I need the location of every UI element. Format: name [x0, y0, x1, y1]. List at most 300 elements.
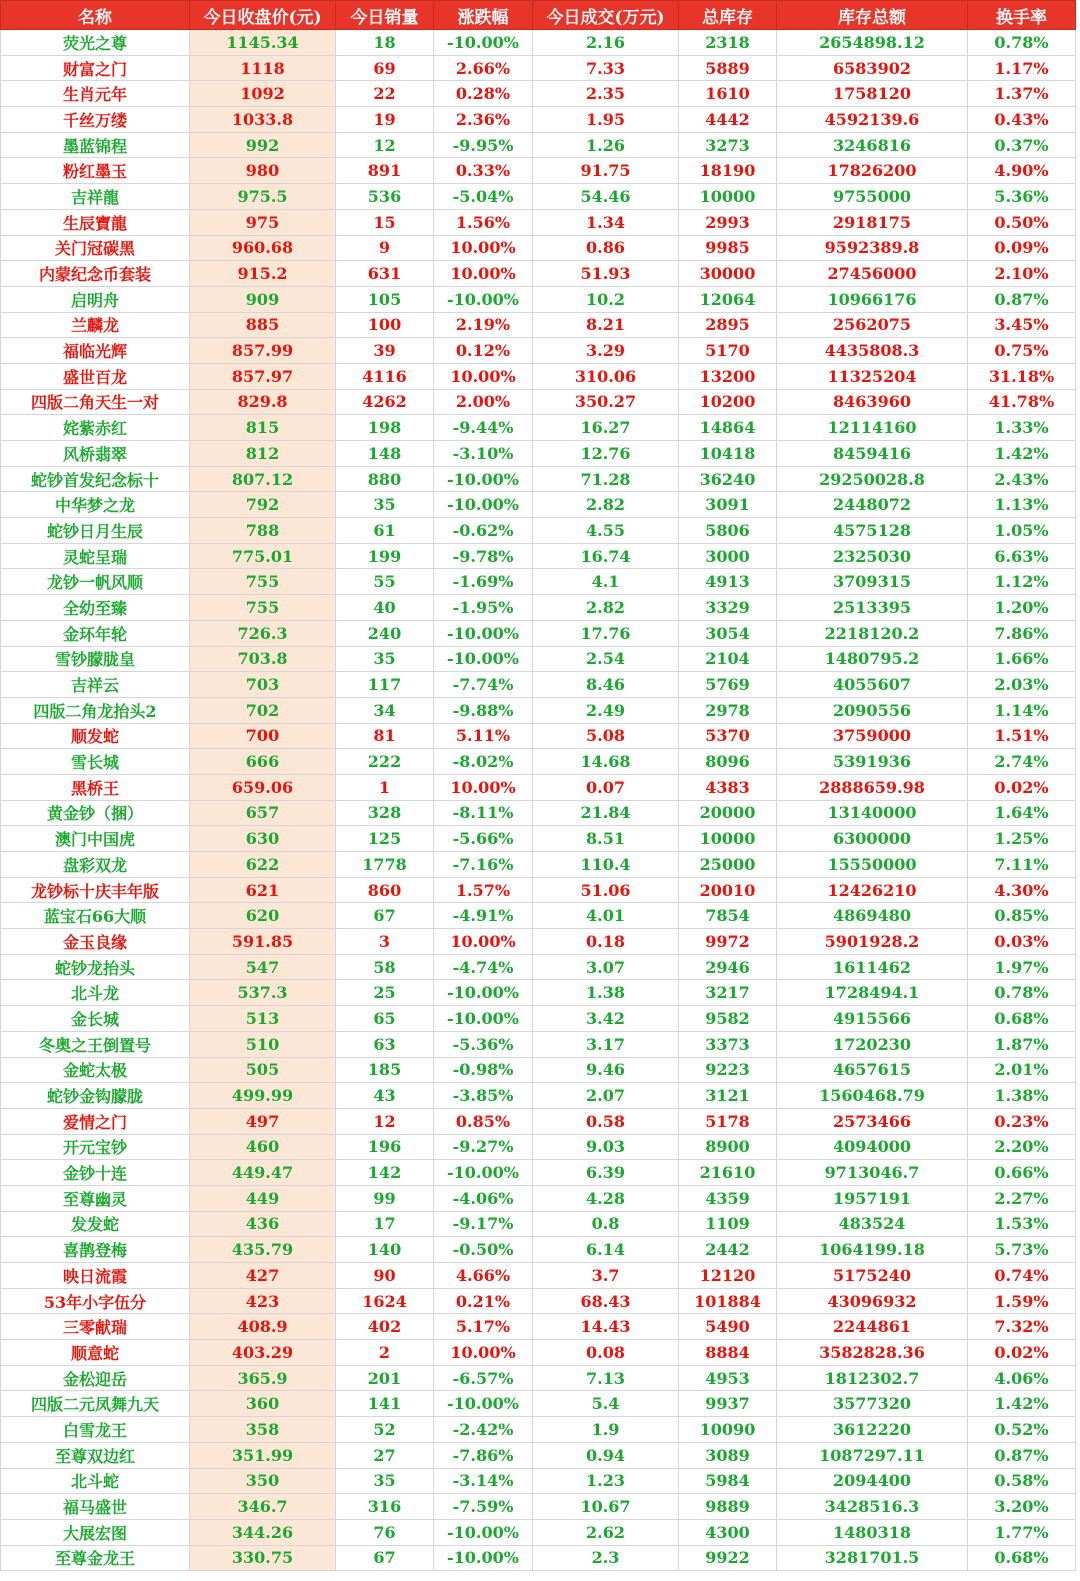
- cell-sales: 12: [336, 1108, 434, 1134]
- cell-name: 关门冠碳黑: [1, 235, 190, 261]
- cell-total-stock: 8884: [679, 1340, 777, 1366]
- cell-turnover-amount: 2.62: [533, 1519, 679, 1545]
- cell-change: -9.27%: [434, 1134, 533, 1160]
- cell-change: -7.86%: [434, 1442, 533, 1468]
- cell-change: 2.00%: [434, 389, 533, 415]
- cell-turnover-rate: 1.14%: [968, 697, 1076, 723]
- table-row: [1, 30, 1076, 56]
- cell-turnover-rate: 0.68%: [968, 1545, 1076, 1571]
- cell-change: -3.10%: [434, 441, 533, 467]
- table-row: [1, 697, 1076, 723]
- cell-stock-value: 2573466: [777, 1108, 968, 1134]
- cell-change: 0.28%: [434, 81, 533, 107]
- cell-sales: 25: [336, 980, 434, 1006]
- cell-close-price: 909: [190, 286, 336, 312]
- cell-sales: 222: [336, 749, 434, 775]
- cell-name: 兰麟龙: [1, 312, 190, 338]
- table-row: [1, 1494, 1076, 1520]
- cell-turnover-amount: 2.82: [533, 595, 679, 621]
- cell-stock-value: 3709315: [777, 569, 968, 595]
- cell-turnover-rate: 1.20%: [968, 595, 1076, 621]
- cell-turnover-rate: 1.51%: [968, 723, 1076, 749]
- table-row: [1, 1288, 1076, 1314]
- cell-name: 至尊双边红: [1, 1442, 190, 1468]
- cell-name: 生辰寶龍: [1, 209, 190, 235]
- cell-stock-value: 4915566: [777, 1006, 968, 1032]
- cell-stock-value: 6300000: [777, 826, 968, 852]
- cell-turnover-rate: 3.45%: [968, 312, 1076, 338]
- cell-turnover-amount: 110.4: [533, 852, 679, 878]
- cell-total-stock: 3121: [679, 1083, 777, 1109]
- cell-sales: 15: [336, 209, 434, 235]
- table-row: [1, 543, 1076, 569]
- cell-change: -3.14%: [434, 1468, 533, 1494]
- cell-name: 粉红墨玉: [1, 158, 190, 184]
- cell-turnover-rate: 0.78%: [968, 30, 1076, 56]
- cell-sales: 67: [336, 903, 434, 929]
- cell-name: 生肖元年: [1, 81, 190, 107]
- cell-turnover-amount: 12.76: [533, 441, 679, 467]
- cell-close-price: 591.85: [190, 929, 336, 955]
- cell-name: 蓝宝石66大顺: [1, 903, 190, 929]
- cell-close-price: 505: [190, 1057, 336, 1083]
- cell-change: -10.00%: [434, 1391, 533, 1417]
- cell-stock-value: 9755000: [777, 184, 968, 210]
- cell-total-stock: 101884: [679, 1288, 777, 1314]
- cell-close-price: 829.8: [190, 389, 336, 415]
- cell-turnover-amount: 17.76: [533, 620, 679, 646]
- cell-stock-value: 10966176: [777, 286, 968, 312]
- cell-name: 53年小字伍分: [1, 1288, 190, 1314]
- header-change: 涨跌幅: [434, 1, 533, 30]
- table-row: [1, 1417, 1076, 1443]
- cell-turnover-amount: 71.28: [533, 466, 679, 492]
- cell-turnover-amount: 9.03: [533, 1134, 679, 1160]
- cell-total-stock: 20010: [679, 877, 777, 903]
- cell-total-stock: 36240: [679, 466, 777, 492]
- cell-total-stock: 2895: [679, 312, 777, 338]
- cell-stock-value: 2448072: [777, 492, 968, 518]
- cell-change: -10.00%: [434, 492, 533, 518]
- cell-turnover-rate: 0.68%: [968, 1006, 1076, 1032]
- cell-turnover-amount: 6.39: [533, 1160, 679, 1186]
- cell-total-stock: 3000: [679, 543, 777, 569]
- cell-name: 顺意蛇: [1, 1340, 190, 1366]
- cell-sales: 17: [336, 1211, 434, 1237]
- cell-total-stock: 4953: [679, 1365, 777, 1391]
- cell-turnover-amount: 2.54: [533, 646, 679, 672]
- cell-change: 1.57%: [434, 877, 533, 903]
- cell-sales: 9: [336, 235, 434, 261]
- cell-change: -10.00%: [434, 466, 533, 492]
- cell-total-stock: 13200: [679, 363, 777, 389]
- table-row: [1, 800, 1076, 826]
- cell-name: 至尊幽灵: [1, 1185, 190, 1211]
- table-row: [1, 1365, 1076, 1391]
- cell-turnover-amount: 54.46: [533, 184, 679, 210]
- cell-turnover-rate: 0.09%: [968, 235, 1076, 261]
- cell-total-stock: 8096: [679, 749, 777, 775]
- table-row: [1, 389, 1076, 415]
- cell-total-stock: 3217: [679, 980, 777, 1006]
- cell-change: 0.85%: [434, 1108, 533, 1134]
- cell-sales: 43: [336, 1083, 434, 1109]
- cell-close-price: 775.01: [190, 543, 336, 569]
- cell-name: 蛇钞首发纪念标十: [1, 466, 190, 492]
- cell-name: 福马盛世: [1, 1494, 190, 1520]
- cell-stock-value: 9713046.7: [777, 1160, 968, 1186]
- cell-sales: 39: [336, 338, 434, 364]
- table-row: [1, 338, 1076, 364]
- cell-change: -1.95%: [434, 595, 533, 621]
- cell-change: -8.02%: [434, 749, 533, 775]
- table-row: [1, 595, 1076, 621]
- cell-stock-value: 2513395: [777, 595, 968, 621]
- cell-change: -5.66%: [434, 826, 533, 852]
- cell-name: 顺发蛇: [1, 723, 190, 749]
- cell-stock-value: 1560468.79: [777, 1083, 968, 1109]
- cell-stock-value: 12114160: [777, 415, 968, 441]
- cell-close-price: 788: [190, 518, 336, 544]
- cell-name: 风桥翡翠: [1, 441, 190, 467]
- cell-name: 墨蓝锦程: [1, 132, 190, 158]
- cell-turnover-amount: 1.26: [533, 132, 679, 158]
- cell-turnover-rate: 1.13%: [968, 492, 1076, 518]
- cell-change: -1.69%: [434, 569, 533, 595]
- cell-change: 1.56%: [434, 209, 533, 235]
- cell-sales: 58: [336, 954, 434, 980]
- cell-turnover-rate: 1.97%: [968, 954, 1076, 980]
- cell-total-stock: 10418: [679, 441, 777, 467]
- cell-change: 0.33%: [434, 158, 533, 184]
- cell-change: -9.88%: [434, 697, 533, 723]
- cell-sales: 117: [336, 672, 434, 698]
- cell-sales: 141: [336, 1391, 434, 1417]
- cell-name: 金长城: [1, 1006, 190, 1032]
- cell-turnover-amount: 8.46: [533, 672, 679, 698]
- cell-name: 蛇钞龙抬头: [1, 954, 190, 980]
- cell-close-price: 330.75: [190, 1545, 336, 1571]
- cell-turnover-rate: 1.12%: [968, 569, 1076, 595]
- cell-change: 4.66%: [434, 1263, 533, 1289]
- cell-turnover-amount: 2.49: [533, 697, 679, 723]
- cell-sales: 240: [336, 620, 434, 646]
- cell-turnover-rate: 1.42%: [968, 441, 1076, 467]
- cell-total-stock: 1610: [679, 81, 777, 107]
- cell-close-price: 537.3: [190, 980, 336, 1006]
- cell-stock-value: 1720230: [777, 1031, 968, 1057]
- cell-total-stock: 2978: [679, 697, 777, 723]
- cell-turnover-rate: 4.30%: [968, 877, 1076, 903]
- cell-stock-value: 483524: [777, 1211, 968, 1237]
- cell-total-stock: 5178: [679, 1108, 777, 1134]
- cell-turnover-rate: 2.01%: [968, 1057, 1076, 1083]
- cell-stock-value: 8463960: [777, 389, 968, 415]
- cell-close-price: 408.9: [190, 1314, 336, 1340]
- cell-change: -10.00%: [434, 620, 533, 646]
- cell-stock-value: 3577320: [777, 1391, 968, 1417]
- cell-close-price: 975: [190, 209, 336, 235]
- cell-sales: 61: [336, 518, 434, 544]
- header-row: [1, 1, 1076, 30]
- cell-turnover-rate: 0.85%: [968, 903, 1076, 929]
- cell-turnover-rate: 1.66%: [968, 646, 1076, 672]
- cell-close-price: 497: [190, 1108, 336, 1134]
- cell-stock-value: 3428516.3: [777, 1494, 968, 1520]
- table-row: [1, 1083, 1076, 1109]
- cell-sales: 99: [336, 1185, 434, 1211]
- cell-change: -9.78%: [434, 543, 533, 569]
- cell-name: 北斗蛇: [1, 1468, 190, 1494]
- cell-turnover-amount: 3.29: [533, 338, 679, 364]
- cell-close-price: 666: [190, 749, 336, 775]
- table-row: [1, 261, 1076, 287]
- cell-close-price: 346.7: [190, 1494, 336, 1520]
- cell-turnover-rate: 2.20%: [968, 1134, 1076, 1160]
- cell-turnover-amount: 4.28: [533, 1185, 679, 1211]
- cell-close-price: 755: [190, 595, 336, 621]
- cell-turnover-rate: 0.52%: [968, 1417, 1076, 1443]
- cell-total-stock: 9985: [679, 235, 777, 261]
- cell-name: 四版二角龙抬头2: [1, 697, 190, 723]
- cell-sales: 65: [336, 1006, 434, 1032]
- cell-sales: 1624: [336, 1288, 434, 1314]
- cell-total-stock: 5889: [679, 55, 777, 81]
- cell-close-price: 857.99: [190, 338, 336, 364]
- cell-name: 内蒙纪念币套装: [1, 261, 190, 287]
- cell-total-stock: 5170: [679, 338, 777, 364]
- cell-stock-value: 1087297.11: [777, 1442, 968, 1468]
- cell-sales: 52: [336, 1417, 434, 1443]
- cell-sales: 536: [336, 184, 434, 210]
- table-row: [1, 903, 1076, 929]
- table-row: [1, 852, 1076, 878]
- header-name: 名称: [1, 1, 190, 30]
- cell-stock-value: 3582828.36: [777, 1340, 968, 1366]
- table-row: [1, 1006, 1076, 1032]
- table-row: [1, 1185, 1076, 1211]
- cell-turnover-amount: 3.17: [533, 1031, 679, 1057]
- cell-total-stock: 10200: [679, 389, 777, 415]
- cell-stock-value: 1064199.18: [777, 1237, 968, 1263]
- cell-name: 福临光辉: [1, 338, 190, 364]
- cell-sales: 12: [336, 132, 434, 158]
- cell-total-stock: 4442: [679, 107, 777, 133]
- cell-turnover-rate: 4.06%: [968, 1365, 1076, 1391]
- table-row: [1, 749, 1076, 775]
- cell-turnover-rate: 5.73%: [968, 1237, 1076, 1263]
- cell-close-price: 812: [190, 441, 336, 467]
- cell-close-price: 620: [190, 903, 336, 929]
- cell-name: 黑桥王: [1, 774, 190, 800]
- cell-total-stock: 12120: [679, 1263, 777, 1289]
- cell-name: 至尊金龙王: [1, 1545, 190, 1571]
- cell-turnover-rate: 1.37%: [968, 81, 1076, 107]
- cell-change: 2.66%: [434, 55, 533, 81]
- cell-stock-value: 5901928.2: [777, 929, 968, 955]
- cell-turnover-rate: 0.37%: [968, 132, 1076, 158]
- cell-total-stock: 3054: [679, 620, 777, 646]
- cell-close-price: 659.06: [190, 774, 336, 800]
- cell-turnover-amount: 21.84: [533, 800, 679, 826]
- table-row: [1, 929, 1076, 955]
- cell-close-price: 630: [190, 826, 336, 852]
- table-row: [1, 415, 1076, 441]
- cell-change: -0.50%: [434, 1237, 533, 1263]
- cell-close-price: 427: [190, 1263, 336, 1289]
- cell-name: 中华梦之龙: [1, 492, 190, 518]
- cell-turnover-rate: 1.87%: [968, 1031, 1076, 1057]
- table-row: [1, 466, 1076, 492]
- cell-change: 2.36%: [434, 107, 533, 133]
- cell-name: 白雪龙王: [1, 1417, 190, 1443]
- cell-turnover-amount: 350.27: [533, 389, 679, 415]
- cell-turnover-rate: 6.63%: [968, 543, 1076, 569]
- table-row: [1, 235, 1076, 261]
- cell-sales: 142: [336, 1160, 434, 1186]
- cell-close-price: 755: [190, 569, 336, 595]
- cell-total-stock: 9889: [679, 1494, 777, 1520]
- cell-turnover-rate: 2.27%: [968, 1185, 1076, 1211]
- cell-change: -3.85%: [434, 1083, 533, 1109]
- cell-total-stock: 9972: [679, 929, 777, 955]
- cell-sales: 891: [336, 158, 434, 184]
- cell-total-stock: 4913: [679, 569, 777, 595]
- cell-change: -10.00%: [434, 980, 533, 1006]
- cell-turnover-amount: 14.68: [533, 749, 679, 775]
- cell-name: 发发蛇: [1, 1211, 190, 1237]
- cell-name: 金松迎岳: [1, 1365, 190, 1391]
- cell-change: -10.00%: [434, 1519, 533, 1545]
- cell-close-price: 436: [190, 1211, 336, 1237]
- cell-sales: 55: [336, 569, 434, 595]
- cell-close-price: 344.26: [190, 1519, 336, 1545]
- cell-total-stock: 2104: [679, 646, 777, 672]
- cell-stock-value: 12426210: [777, 877, 968, 903]
- cell-turnover-rate: 2.43%: [968, 466, 1076, 492]
- header-total-stock: 总库存: [679, 1, 777, 30]
- table-row: [1, 954, 1076, 980]
- cell-name: 冬奥之王倒置号: [1, 1031, 190, 1057]
- cell-close-price: 657: [190, 800, 336, 826]
- cell-name: 盘彩双龙: [1, 852, 190, 878]
- table-row: [1, 55, 1076, 81]
- cell-close-price: 960.68: [190, 235, 336, 261]
- cell-sales: 196: [336, 1134, 434, 1160]
- cell-turnover-rate: 1.25%: [968, 826, 1076, 852]
- table-row: [1, 569, 1076, 595]
- cell-turnover-amount: 2.3: [533, 1545, 679, 1571]
- cell-stock-value: 5175240: [777, 1263, 968, 1289]
- cell-name: 映日流霞: [1, 1263, 190, 1289]
- cell-stock-value: 5391936: [777, 749, 968, 775]
- cell-close-price: 423: [190, 1288, 336, 1314]
- cell-close-price: 510: [190, 1031, 336, 1057]
- cell-stock-value: 4869480: [777, 903, 968, 929]
- cell-total-stock: 1109: [679, 1211, 777, 1237]
- cell-total-stock: 25000: [679, 852, 777, 878]
- cell-close-price: 513: [190, 1006, 336, 1032]
- cell-close-price: 792: [190, 492, 336, 518]
- cell-stock-value: 4575128: [777, 518, 968, 544]
- cell-name: 爱情之门: [1, 1108, 190, 1134]
- cell-name: 三零献瑞: [1, 1314, 190, 1340]
- cell-total-stock: 2318: [679, 30, 777, 56]
- cell-close-price: 499.99: [190, 1083, 336, 1109]
- cell-sales: 63: [336, 1031, 434, 1057]
- cell-sales: 105: [336, 286, 434, 312]
- cell-total-stock: 10090: [679, 1417, 777, 1443]
- cell-close-price: 857.97: [190, 363, 336, 389]
- cell-change: -0.62%: [434, 518, 533, 544]
- cell-turnover-amount: 2.82: [533, 492, 679, 518]
- cell-turnover-rate: 0.43%: [968, 107, 1076, 133]
- cell-name: 全幼至臻: [1, 595, 190, 621]
- cell-close-price: 703: [190, 672, 336, 698]
- cell-close-price: 726.3: [190, 620, 336, 646]
- cell-close-price: 915.2: [190, 261, 336, 287]
- cell-change: -9.95%: [434, 132, 533, 158]
- cell-turnover-amount: 51.06: [533, 877, 679, 903]
- cell-turnover-amount: 0.8: [533, 1211, 679, 1237]
- cell-turnover-amount: 0.08: [533, 1340, 679, 1366]
- cell-change: -10.00%: [434, 1006, 533, 1032]
- cell-total-stock: 3373: [679, 1031, 777, 1057]
- cell-close-price: 1145.34: [190, 30, 336, 56]
- cell-sales: 22: [336, 81, 434, 107]
- cell-total-stock: 2946: [679, 954, 777, 980]
- cell-total-stock: 2993: [679, 209, 777, 235]
- cell-total-stock: 3273: [679, 132, 777, 158]
- cell-total-stock: 4383: [679, 774, 777, 800]
- cell-name: 吉祥龍: [1, 184, 190, 210]
- cell-total-stock: 3089: [679, 1442, 777, 1468]
- cell-change: -4.74%: [434, 954, 533, 980]
- table-row: [1, 132, 1076, 158]
- cell-change: -7.16%: [434, 852, 533, 878]
- cell-sales: 880: [336, 466, 434, 492]
- cell-turnover-rate: 1.77%: [968, 1519, 1076, 1545]
- cell-turnover-amount: 0.07: [533, 774, 679, 800]
- cell-turnover-amount: 3.42: [533, 1006, 679, 1032]
- cell-close-price: 1118: [190, 55, 336, 81]
- cell-stock-value: 2562075: [777, 312, 968, 338]
- cell-turnover-rate: 1.17%: [968, 55, 1076, 81]
- cell-stock-value: 4657615: [777, 1057, 968, 1083]
- cell-name: 四版二角天生一对: [1, 389, 190, 415]
- cell-change: 5.17%: [434, 1314, 533, 1340]
- cell-change: 0.12%: [434, 338, 533, 364]
- cell-turnover-rate: 0.87%: [968, 1442, 1076, 1468]
- cell-change: -10.00%: [434, 30, 533, 56]
- cell-change: 10.00%: [434, 929, 533, 955]
- cell-total-stock: 5370: [679, 723, 777, 749]
- cell-turnover-rate: 7.11%: [968, 852, 1076, 878]
- cell-turnover-amount: 1.38: [533, 980, 679, 1006]
- cell-turnover-rate: 1.42%: [968, 1391, 1076, 1417]
- cell-name: 盛世百龙: [1, 363, 190, 389]
- cell-close-price: 449.47: [190, 1160, 336, 1186]
- cell-sales: 40: [336, 595, 434, 621]
- cell-close-price: 365.9: [190, 1365, 336, 1391]
- cell-change: -0.98%: [434, 1057, 533, 1083]
- cell-stock-value: 43096932: [777, 1288, 968, 1314]
- cell-change: -4.91%: [434, 903, 533, 929]
- cell-sales: 140: [336, 1237, 434, 1263]
- cell-turnover-rate: 0.78%: [968, 980, 1076, 1006]
- table-row: [1, 1263, 1076, 1289]
- cell-turnover-rate: 1.59%: [968, 1288, 1076, 1314]
